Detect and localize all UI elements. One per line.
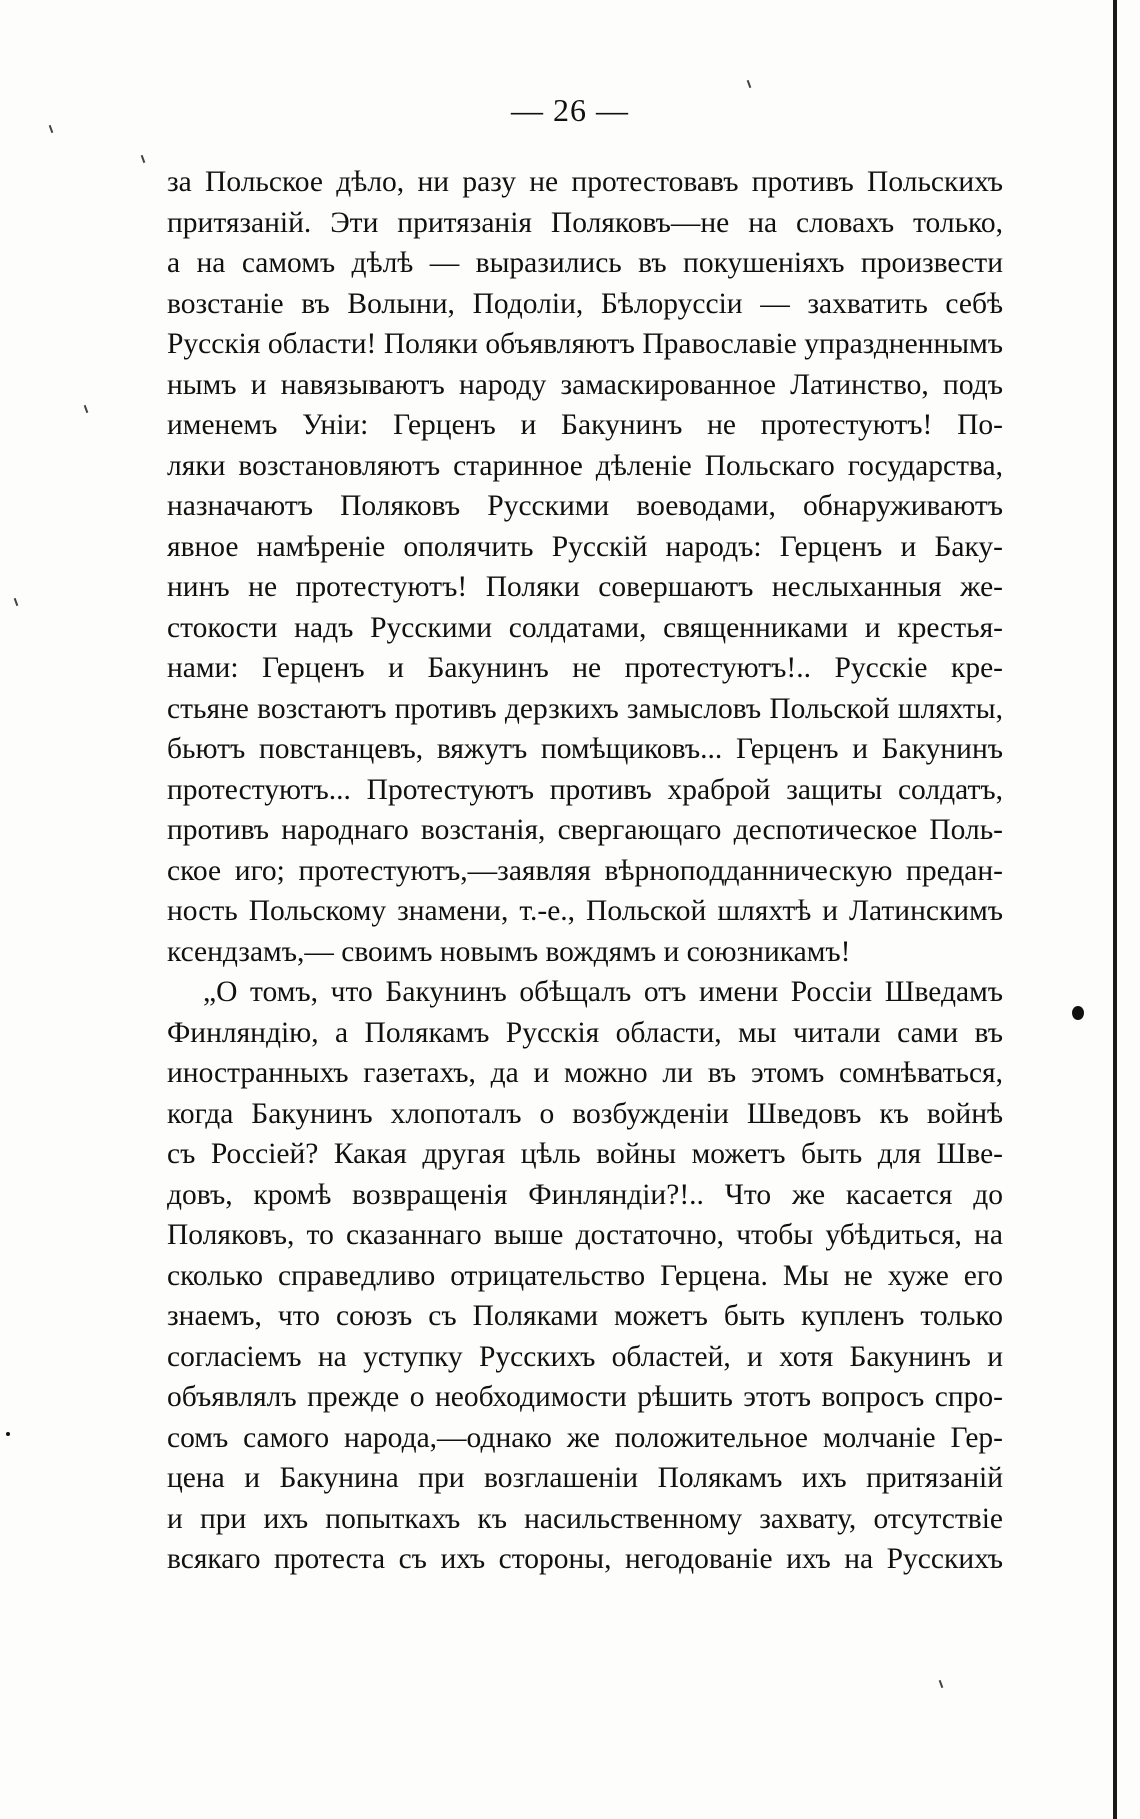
text-line: цена и Бакунина при возглашеніи Полякамъ ихъ притязаній	[167, 1462, 1003, 1494]
text-line: стокости надъ Русскими солдатами, священниками и крестья-	[167, 611, 1003, 644]
text-line: возстаніе въ Волыни, Подоліи, Бѣлоруссіи — захватить себѣ	[167, 287, 1003, 320]
text-line: Поляковъ, то сказаннаго выше достаточно, чтобы убѣдиться, на	[167, 1219, 1003, 1251]
text-line: согласіемъ на уступку Русскихъ областей, и хотя Бакунинъ и	[167, 1340, 1003, 1373]
text-line: назначаютъ Поляковъ Русскими воеводами, обнаруживаютъ	[167, 490, 1003, 522]
text-line: объявлялъ прежде о необходимости рѣшить этотъ вопросъ спро-	[167, 1381, 1003, 1413]
scan-speck	[747, 80, 752, 88]
text-line: ляки возстановляютъ старинное дѣленіе Польскаго государства,	[167, 449, 1003, 482]
page-number: — 26 —	[511, 92, 629, 128]
body-text	[167, 162, 1003, 1580]
text-line: нымъ и навязываютъ народу замаскированное Латинство, подъ	[167, 368, 1003, 401]
text-line: нинъ не протестуютъ! Поляки совершаютъ неслыханныя же-	[167, 571, 1003, 603]
text-line: за Польское дѣло, ни разу не протестовавъ противъ Польскихъ	[167, 166, 1003, 198]
text-line: явное намѣреніе ополячить Русскій народъ: Герценъ и Баку-	[167, 530, 1003, 563]
scan-speck	[14, 598, 19, 606]
text-line: притязаній. Эти притязанія Поляковъ—не на словахъ только,	[167, 206, 1003, 239]
text-line: ксендзамъ,— своимъ новымъ вождямъ и союзникамъ!	[167, 935, 851, 968]
text-line: сомъ самого народа,—однако же положительное молчаніе Гер-	[167, 1421, 1003, 1454]
text-line: „О томъ, что Бакунинъ обѣщалъ отъ имени Россіи Шведамъ	[203, 976, 1003, 1008]
text-line: ское иго; протестуютъ,—заявляя вѣрноподданническую предан-	[167, 854, 1003, 887]
text-line: а на самомъ дѣлѣ — выразились въ покушеніяхъ произвести	[167, 247, 1003, 279]
text-line: бьютъ повстанцевъ, вяжутъ помѣщиковъ... Герценъ и Бакунинъ	[167, 733, 1003, 765]
text-line: и при ихъ попыткахъ къ насильственному захвату, отсутствіе	[167, 1502, 1003, 1535]
text-line: нами: Герценъ и Бакунинъ не протестуютъ!.. Русскіе кре-	[167, 652, 1003, 684]
text-line: когда Бакунинъ хлопоталъ о возбужденіи Шведовъ къ войнѣ	[167, 1097, 1003, 1130]
text-line: противъ народнаго возстанія, свергающаго деспотическое Поль-	[167, 814, 1003, 846]
text-line: знаемъ, что союзъ съ Поляками можетъ быть купленъ только	[167, 1300, 1003, 1332]
text-line: Русскія области! Поляки объявляютъ Православіе упраздненнымъ	[167, 328, 1003, 360]
text-line: Финляндію, а Полякамъ Русскія области, мы читали сами въ	[167, 1016, 1003, 1049]
text-line: именемъ Уніи: Герценъ и Бакунинъ не протестуютъ! По-	[167, 409, 1003, 441]
text-line: довъ, кромѣ возвращенія Финляндіи?!.. Что же касается до	[167, 1178, 1003, 1211]
ink-dot	[6, 1432, 10, 1436]
text-line: сколько справедливо отрицательство Герцена. Мы не хуже его	[167, 1259, 1003, 1292]
text-line: протестуютъ... Протестуютъ противъ храброй защиты солдатъ,	[167, 773, 1003, 806]
text-line: съ Россіей? Какая другая цѣль войны можетъ быть для Шве-	[167, 1138, 1003, 1170]
page-edge-rule	[1113, 0, 1117, 1819]
text-line: стьяне возстаютъ противъ дерзкихъ замысловъ Польской шляхты,	[167, 692, 1003, 725]
ink-dot	[1072, 1006, 1084, 1020]
scan-speck	[84, 405, 89, 413]
scan-speck	[939, 1680, 944, 1688]
text-line: иностранныхъ газетахъ, да и можно ли въ этомъ сомнѣваться,	[167, 1057, 1003, 1089]
scan-speck	[141, 155, 146, 163]
text-line: ность Польскому знамени, т.-е., Польской шляхтѣ и Латинскимъ	[167, 895, 1003, 927]
text-line: всякаго протеста съ ихъ стороны, негодованіе ихъ на Русскихъ	[167, 1543, 1003, 1575]
